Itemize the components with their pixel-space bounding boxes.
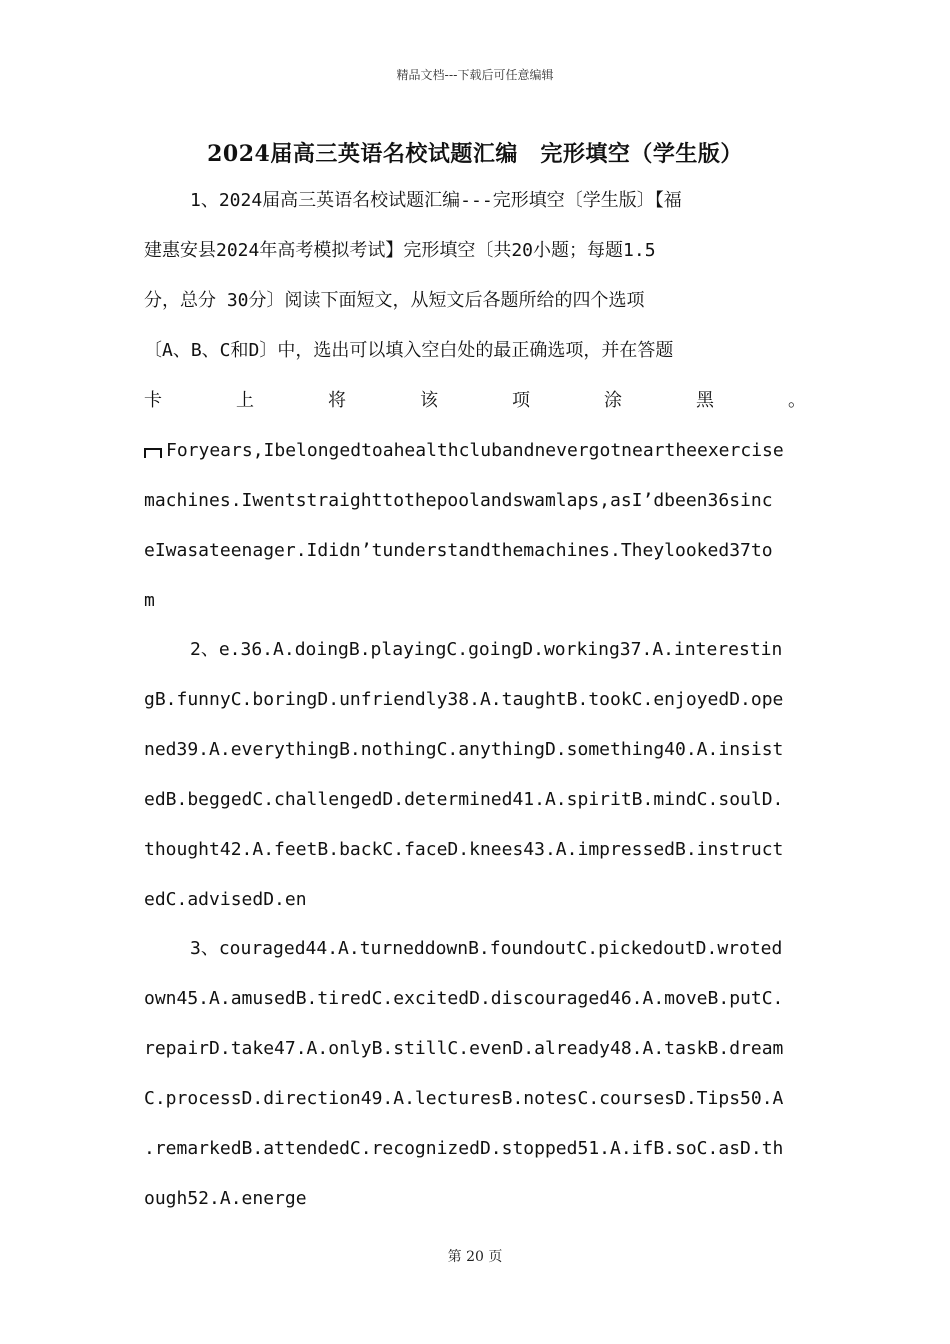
justified-char: 将 bbox=[328, 390, 346, 411]
paragraph-2-line: edB.beggedC.challengedD.determined41.A.spiritB.mindC.soulD. bbox=[144, 789, 784, 810]
paragraph-2-line: 2、e.36.A.doingB.playingC.goingD.working37.A.interestin bbox=[190, 639, 783, 660]
paragraph-1-line: machines.Iwentstraighttothepoolandswamlaps,asI’dbeen36sinc bbox=[144, 490, 773, 511]
justified-char: 涂 bbox=[604, 390, 622, 411]
paragraph-2-line: gB.funnyC.boringD.unfriendly38.A.taughtB.tookC.enjoyedD.ope bbox=[144, 689, 784, 710]
page-header: 精品文档---下载后可任意编辑 bbox=[396, 68, 554, 82]
justified-char: 上 bbox=[236, 390, 254, 411]
justified-line bbox=[144, 376, 806, 426]
document-title: 2024届高三英语名校试题汇编 完形填空（学生版） bbox=[207, 141, 743, 167]
paragraph-2-line: thought42.A.feetB.backC.faceD.knees43.A.impressedB.instruct bbox=[144, 839, 784, 860]
paragraph-3 bbox=[144, 924, 806, 1224]
paragraph-3-line: .remarkedB.attendedC.recognizedD.stopped51.A.ifB.soC.asD.th bbox=[144, 1138, 784, 1159]
justified-char: 黑 bbox=[696, 390, 714, 411]
paragraph-2-line: edC.advisedD.en bbox=[144, 889, 307, 910]
paragraph-3-line: 3、couraged44.A.turneddownB.foundoutC.pickedoutD.wroted bbox=[190, 938, 783, 959]
paragraph-3-line: C.processD.direction49.A.lecturesB.notesC.coursesD.Tips50.A bbox=[144, 1088, 784, 1109]
paragraph-2 bbox=[144, 625, 806, 925]
paragraph-1-line: 建惠安县2024年高考模拟考试】完形填空〔共20小题；每题1.5 bbox=[144, 240, 656, 261]
paragraph-1-line: 1、2024届高三英语名校试题汇编---完形填空〔学生版〕【福 bbox=[190, 190, 682, 211]
paragraph-3-line: repairD.take47.A.onlyB.stillC.evenD.already48.A.taskB.dream bbox=[144, 1038, 784, 1059]
justified-char: 卡 bbox=[144, 390, 162, 411]
justified-char: 。 bbox=[788, 390, 806, 411]
paragraph-2-line: ned39.A.everythingB.nothingC.anythingD.something40.A.insist bbox=[144, 739, 784, 760]
page-number: 第 20 页 bbox=[447, 1249, 503, 1265]
paragraph-1 bbox=[144, 176, 806, 626]
bracket-mark-icon bbox=[144, 448, 162, 458]
paragraph-1-line bbox=[144, 426, 806, 476]
paragraph-1-line: eIwasateenager.Ididn’tunderstandthemachines.Theylooked37to bbox=[144, 540, 773, 561]
paragraph-1-line: m bbox=[144, 590, 155, 611]
justified-char: 项 bbox=[512, 390, 530, 411]
paragraph-1-line: 分，总分 30分〕阅读下面短文，从短文后各题所给的四个选项 bbox=[144, 290, 645, 311]
paragraph-1-line: 〔A、B、C和D〕中，选出可以填入空白处的最正确选项，并在答题 bbox=[144, 340, 674, 361]
paragraph-3-line: own45.A.amusedB.tiredC.excitedD.discouraged46.A.moveB.putC. bbox=[144, 988, 784, 1009]
paragraph-1-line-text: Foryears,Ibelongedtoahealthclubandnevergotneartheexercise bbox=[166, 440, 784, 461]
justified-char: 该 bbox=[420, 390, 438, 411]
paragraph-3-line: ough52.A.energe bbox=[144, 1188, 307, 1209]
